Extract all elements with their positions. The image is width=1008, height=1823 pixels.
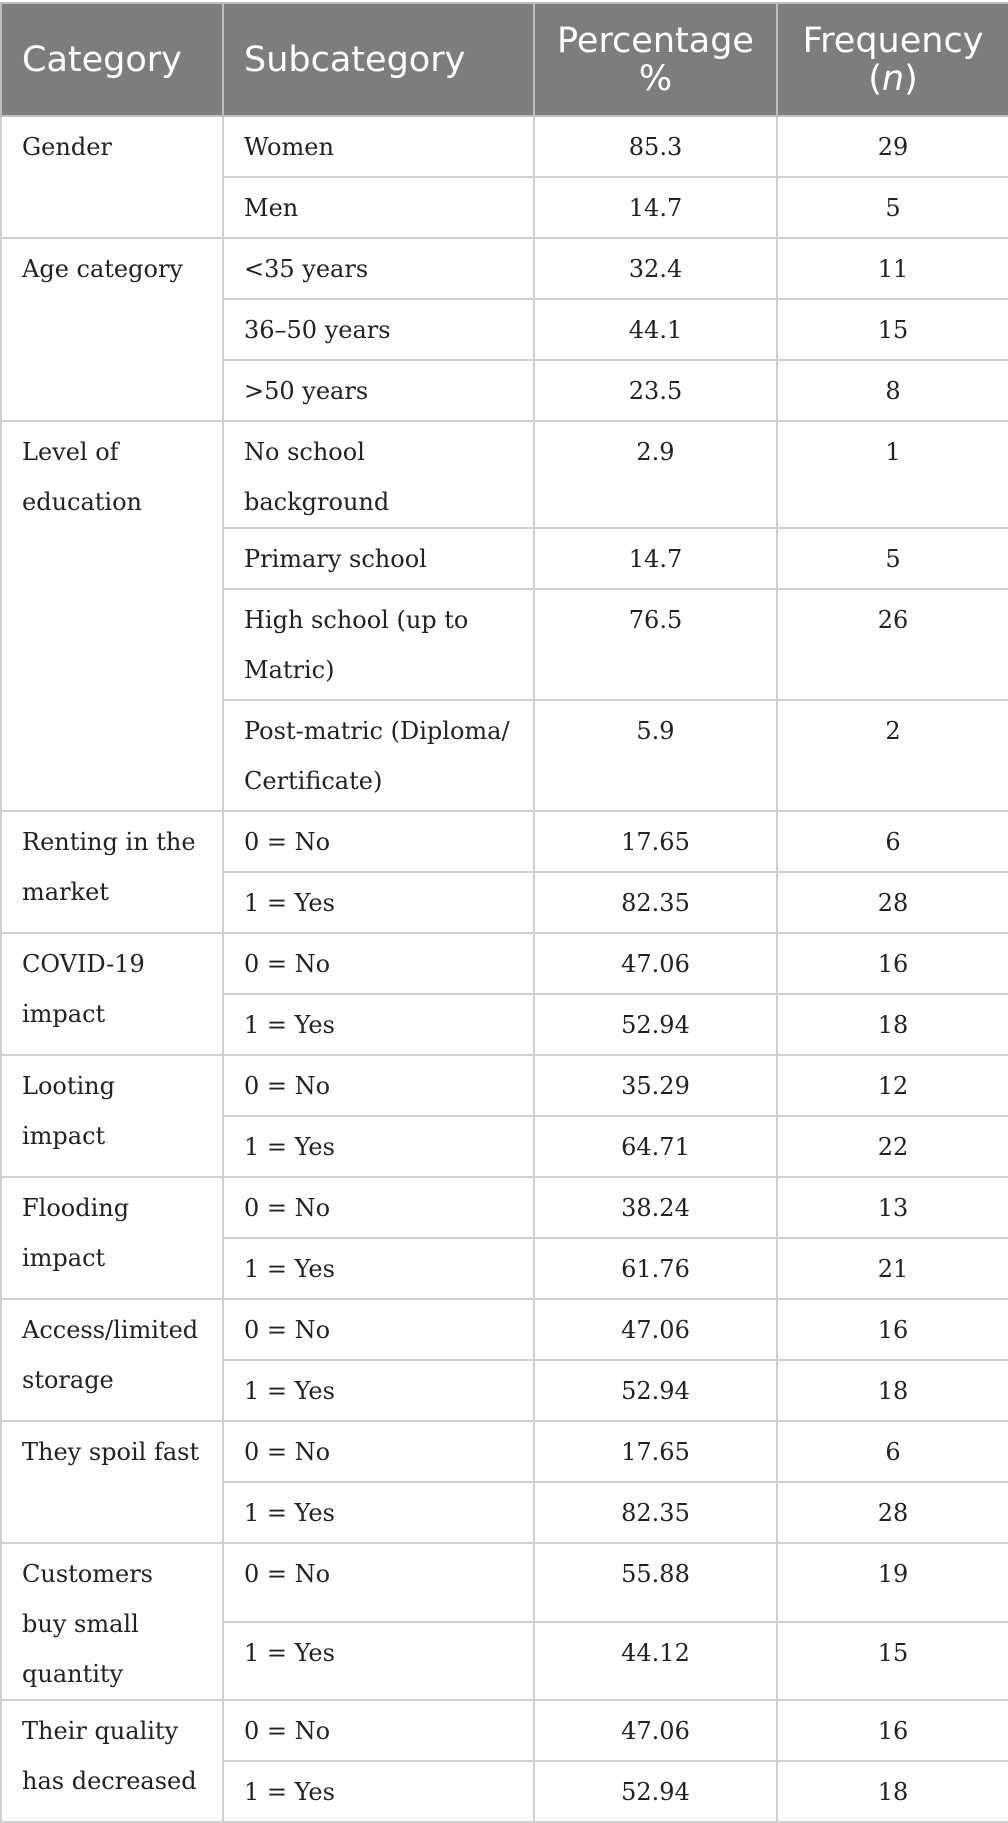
subcategory-cell: No school background — [223, 421, 534, 528]
subcategory-cell: <35 years — [223, 238, 534, 299]
percentage-cell: 47.06 — [534, 1299, 777, 1360]
subcategory-cell: 1 = Yes — [223, 1761, 534, 1822]
frequency-cell: 5 — [777, 528, 1008, 589]
percentage-cell: 47.06 — [534, 933, 777, 994]
category-cell: They spoil fast — [1, 1421, 223, 1543]
table-row — [1, 1543, 1008, 1622]
table-row — [1, 116, 1008, 177]
header-category: Category — [1, 3, 223, 116]
subcategory-cell: 0 = No — [223, 811, 534, 872]
table-row — [1, 238, 1008, 299]
percentage-cell: 82.35 — [534, 1482, 777, 1543]
frequency-cell: 18 — [777, 994, 1008, 1055]
subcategory-cell: 0 = No — [223, 1421, 534, 1482]
frequency-cell: 13 — [777, 1177, 1008, 1238]
frequency-cell: 6 — [777, 1421, 1008, 1482]
percentage-cell: 5.9 — [534, 700, 777, 811]
frequency-cell: 22 — [777, 1116, 1008, 1177]
percentage-cell: 23.5 — [534, 360, 777, 421]
frequency-cell: 11 — [777, 238, 1008, 299]
percentage-cell: 47.06 — [534, 1700, 777, 1761]
table-row — [1, 933, 1008, 994]
frequency-cell: 26 — [777, 589, 1008, 700]
subcategory-cell: 0 = No — [223, 1700, 534, 1761]
percentage-cell: 82.35 — [534, 872, 777, 933]
category-cell: Gender — [1, 116, 223, 238]
category-cell: Access/limited storage — [1, 1299, 223, 1421]
percentage-cell: 17.65 — [534, 1421, 777, 1482]
category-cell: Age category — [1, 238, 223, 421]
percentage-cell: 61.76 — [534, 1238, 777, 1299]
table-body — [1, 116, 1008, 1822]
percentage-cell: 55.88 — [534, 1543, 777, 1622]
subcategory-cell: 1 = Yes — [223, 1360, 534, 1421]
subcategory-cell: 0 = No — [223, 1543, 534, 1622]
header-frequency — [777, 3, 1008, 116]
frequency-cell: 1 — [777, 421, 1008, 528]
frequency-cell: 15 — [777, 1622, 1008, 1701]
table-row — [1, 421, 1008, 528]
frequency-cell: 8 — [777, 360, 1008, 421]
header-frequency-n: n — [881, 58, 905, 99]
frequency-cell: 5 — [777, 177, 1008, 238]
header-percentage — [534, 3, 777, 116]
frequency-cell: 18 — [777, 1360, 1008, 1421]
percentage-cell: 44.1 — [534, 299, 777, 360]
percentage-cell: 52.94 — [534, 994, 777, 1055]
frequency-cell: 19 — [777, 1543, 1008, 1622]
category-cell: Flooding impact — [1, 1177, 223, 1299]
frequency-cell: 15 — [777, 299, 1008, 360]
frequency-cell: 12 — [777, 1055, 1008, 1116]
subcategory-cell: 0 = No — [223, 1177, 534, 1238]
frequency-cell: 29 — [777, 116, 1008, 177]
table-row — [1, 1700, 1008, 1761]
header-frequency-line1: Frequency — [802, 20, 984, 61]
category-cell: Customers buy small quantity — [1, 1543, 223, 1700]
header-subcategory: Subcategory — [223, 3, 534, 116]
header-percentage-line2: % — [638, 58, 673, 99]
category-cell: Renting in the market — [1, 811, 223, 933]
subcategory-cell: 1 = Yes — [223, 994, 534, 1055]
table-row — [1, 1055, 1008, 1116]
header-frequency-paren-open: ( — [868, 58, 882, 99]
percentage-cell: 52.94 — [534, 1761, 777, 1822]
subcategory-cell: 1 = Yes — [223, 872, 534, 933]
frequency-cell: 6 — [777, 811, 1008, 872]
percentage-cell: 64.71 — [534, 1116, 777, 1177]
frequency-cell: 21 — [777, 1238, 1008, 1299]
subcategory-cell: 36–50 years — [223, 299, 534, 360]
table-header — [1, 3, 1008, 116]
table-row — [1, 1299, 1008, 1360]
frequency-cell: 28 — [777, 872, 1008, 933]
percentage-cell: 44.12 — [534, 1622, 777, 1701]
percentage-cell: 38.24 — [534, 1177, 777, 1238]
subcategory-cell: Post-matric (Diploma/ Certificate) — [223, 700, 534, 811]
percentage-cell: 32.4 — [534, 238, 777, 299]
data-table — [0, 2, 1008, 1823]
percentage-cell: 14.7 — [534, 528, 777, 589]
subcategory-cell: 0 = No — [223, 933, 534, 994]
subcategory-cell: Primary school — [223, 528, 534, 589]
subcategory-cell: 1 = Yes — [223, 1622, 534, 1701]
frequency-cell: 16 — [777, 1299, 1008, 1360]
percentage-cell: 35.29 — [534, 1055, 777, 1116]
subcategory-cell: 1 = Yes — [223, 1238, 534, 1299]
subcategory-cell: 1 = Yes — [223, 1482, 534, 1543]
frequency-cell: 16 — [777, 933, 1008, 994]
category-cell: Looting impact — [1, 1055, 223, 1177]
frequency-cell: 16 — [777, 1700, 1008, 1761]
subcategory-cell: Men — [223, 177, 534, 238]
percentage-cell: 52.94 — [534, 1360, 777, 1421]
subcategory-cell: Women — [223, 116, 534, 177]
frequency-cell: 28 — [777, 1482, 1008, 1543]
percentage-cell: 2.9 — [534, 421, 777, 528]
percentage-cell: 17.65 — [534, 811, 777, 872]
subcategory-cell: 1 = Yes — [223, 1116, 534, 1177]
header-percentage-line1: Percentage — [557, 20, 754, 61]
percentage-cell: 14.7 — [534, 177, 777, 238]
subcategory-cell: 0 = No — [223, 1299, 534, 1360]
header-frequency-paren-close: ) — [904, 58, 918, 99]
header-row — [1, 3, 1008, 116]
category-cell: COVID-19 impact — [1, 933, 223, 1055]
subcategory-cell: High school (up to Matric) — [223, 589, 534, 700]
table-row — [1, 1421, 1008, 1482]
frequency-cell: 2 — [777, 700, 1008, 811]
subcategory-cell: 0 = No — [223, 1055, 534, 1116]
table-row — [1, 1177, 1008, 1238]
percentage-cell: 85.3 — [534, 116, 777, 177]
frequency-cell: 18 — [777, 1761, 1008, 1822]
subcategory-cell: >50 years — [223, 360, 534, 421]
category-cell: Level of education — [1, 421, 223, 811]
percentage-cell: 76.5 — [534, 589, 777, 700]
category-cell: Their quality has decreased — [1, 1700, 223, 1822]
table-row — [1, 811, 1008, 872]
